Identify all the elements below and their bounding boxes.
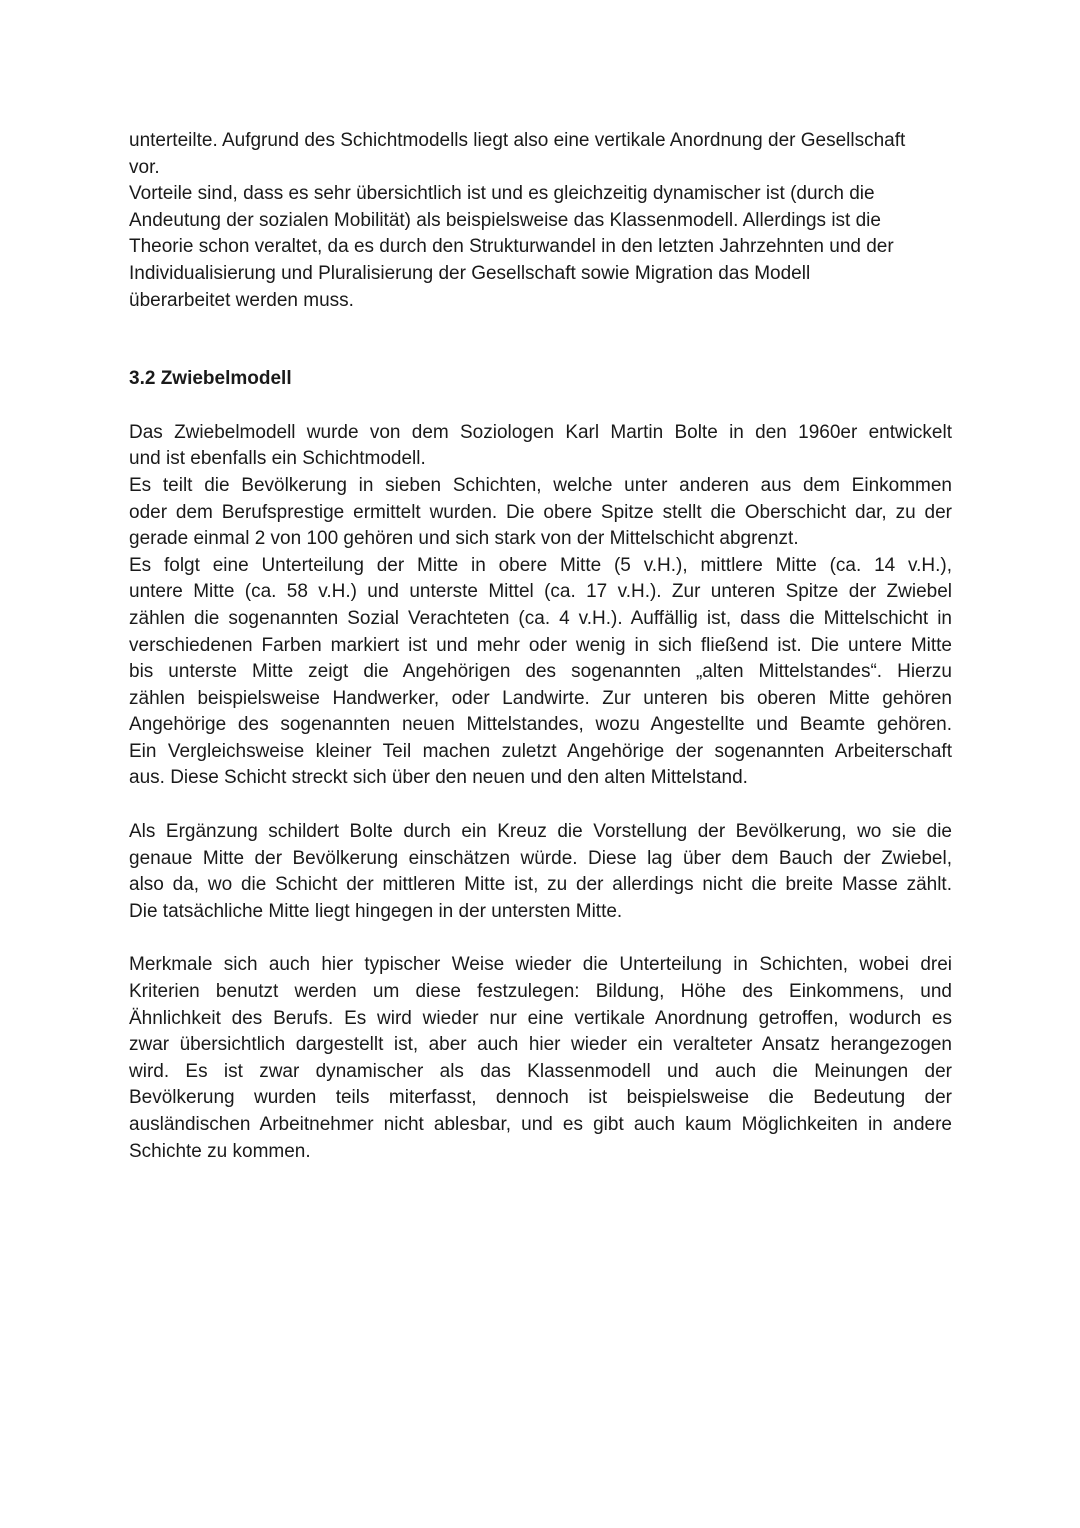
section-paragraph-5 — [129, 952, 952, 1165]
text-line: Bevölkerung wurden teils miterfasst, dennoch ist beispielsweise die Bedeutung der — [129, 1087, 952, 1109]
text-line: Schichte zu kommen. — [129, 1140, 311, 1162]
section-paragraph-4 — [129, 819, 952, 925]
text-line: Es teilt die Bevölkerung in sieben Schichten, welche unter anderen aus dem Einkommen — [129, 474, 952, 496]
text-line: Angehörige des sogenannten neuen Mittelstandes, wozu Angestellte und Beamte gehören. — [129, 714, 952, 736]
spacer — [129, 792, 952, 819]
text-line: zählen die sogenannten Sozial Verachteten (ca. 4 v.H.). Auffällig ist, dass die Mittelschicht in — [129, 607, 952, 629]
section-heading: 3.2 Zwiebelmodell — [129, 368, 292, 390]
text-line: Es folgt eine Unterteilung der Mitte in obere Mitte (5 v.H.), mittlere Mitte (ca. 14 v.H.), — [129, 554, 952, 576]
text-line: Ein Vergleichsweise kleiner Teil machen zuletzt Angehörige der sogenannten Arbeiterschaft — [129, 740, 952, 762]
text-line: Das Zwiebelmodell wurde von dem Soziologen Karl Martin Bolte in den 1960er entwickelt — [129, 421, 952, 443]
document-page — [129, 128, 952, 1165]
spacer — [129, 393, 952, 420]
text-line: bis unterste Mitte zeigt die Angehörigen des sogenannten „alten Mittelstandes“. Hierzu — [129, 661, 952, 683]
text-line: Individualisierung und Pluralisierung der Gesellschaft sowie Migration das Modell — [129, 262, 811, 284]
section-paragraph-2 — [129, 473, 952, 553]
intro-paragraph-1 — [129, 128, 952, 181]
section-paragraph-1 — [129, 420, 952, 473]
text-line: zwar übersichtlich dargestellt ist, aber auch hier wieder ein veralteter Ansatz herangezogen — [129, 1034, 952, 1056]
text-line: verschiedenen Farben markiert ist und mehr oder wenig in sich fließend ist. Die untere Mitte — [129, 634, 952, 656]
spacer — [129, 314, 952, 366]
text-line: Ähnlichkeit des Berufs. Es wird wieder nur eine vertikale Anordnung getroffen, wodurch es — [129, 1007, 952, 1029]
text-line: Theorie schon veraltet, da es durch den Strukturwandel in den letzten Jahrzehnten und der — [129, 236, 894, 258]
text-line: Die tatsächliche Mitte liegt hingegen in der untersten Mitte. — [129, 900, 623, 922]
text-line: genaue Mitte der Bevölkerung einschätzen würde. Diese lag über dem Bauch der Zwiebel, — [129, 847, 952, 869]
text-line: unterteilte. Aufgrund des Schichtmodells liegt also eine vertikale Anordnung der Gesellschaft — [129, 130, 906, 151]
text-line: gerade einmal 2 von 100 gehören und sich stark von der Mittelschicht abgrenzt. — [129, 528, 799, 550]
text-line: Merkmale sich auch hier typischer Weise wieder die Unterteilung in Schichten, wobei drei — [129, 954, 952, 976]
text-line: vor. — [129, 156, 160, 178]
text-line: oder dem Berufsprestige ermittelt wurden. Die obere Spitze stellt die Oberschicht dar, zu der — [129, 501, 952, 523]
text-line: Kriterien benutzt werden um diese festzulegen: Bildung, Höhe des Einkommens, und — [129, 981, 952, 1003]
text-line: also da, wo die Schicht der mittleren Mitte ist, zu der allerdings nicht die breite Masse zählt. — [129, 874, 952, 896]
text-line: wird. Es ist zwar dynamischer als das Klassenmodell und auch die Meinungen der — [129, 1060, 952, 1082]
section-paragraph-3 — [129, 553, 952, 792]
intro-paragraph-2 — [129, 181, 952, 314]
text-line: aus. Diese Schicht streckt sich über den neuen und den alten Mittelstand. — [129, 767, 748, 789]
text-line: zählen beispielsweise Handwerker, oder Landwirte. Zur unteren bis oberen Mitte gehören — [129, 687, 952, 709]
text-line: Vorteile sind, dass es sehr übersichtlich ist und es gleichzeitig dynamischer ist (durch die — [129, 183, 875, 205]
text-line: und ist ebenfalls ein Schichtmodell. — [129, 448, 426, 470]
text-line: Andeutung der sozialen Mobilität) als beispielsweise das Klassenmodell. Allerdings ist die — [129, 209, 881, 231]
spacer — [129, 925, 952, 952]
text-line: ausländischen Arbeitnehmer nicht ablesbar, und es gibt auch kaum Möglichkeiten in andere — [129, 1114, 952, 1135]
text-line: Als Ergänzung schildert Bolte durch ein Kreuz die Vorstellung der Bevölkerung, wo sie die — [129, 821, 952, 843]
text-line: untere Mitte (ca. 58 v.H.) und unterste Mittel (ca. 17 v.H.). Zur unteren Spitze der Zwiebel — [129, 581, 952, 603]
text-line: überarbeitet werden muss. — [129, 289, 354, 311]
